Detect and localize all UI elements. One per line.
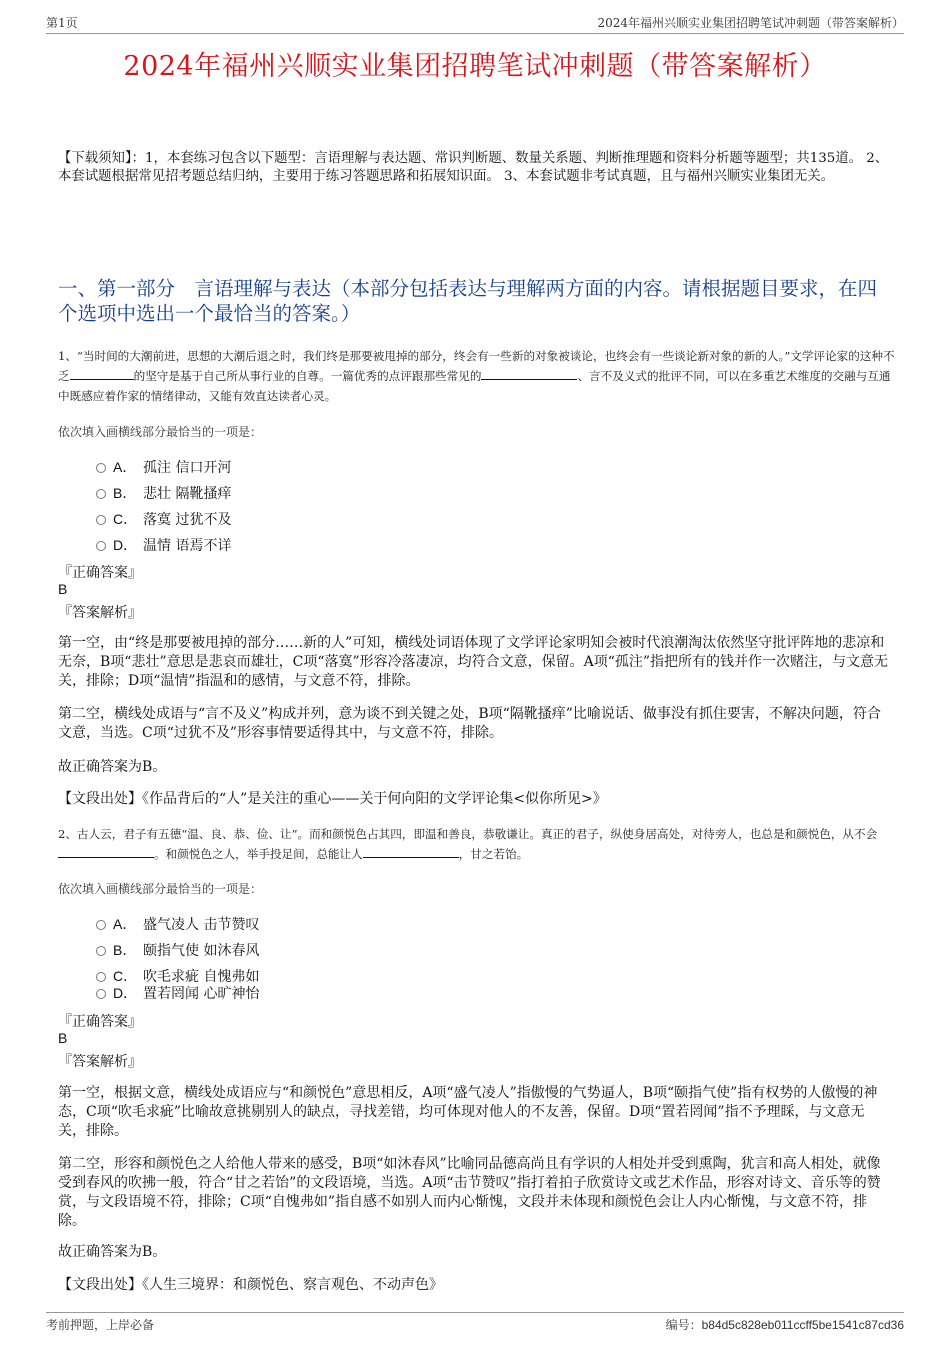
header-doc-title: 2024年福州兴顺实业集团招聘笔试冲刺题（带答案解析） [597, 16, 904, 30]
analysis-paragraph: 第一空，由“终是那要被甩掉的部分……新的人”可知，横线处词语体现了文学评论家明知会被时代浪潮淘汰依然坚守批评阵地的悲凉和无奈，B项“悲壮”意思是悲哀而雄壮，C项“落寞”形容冷落凄凉，均符合文意，保留。A项“孤注”指把所有的钱并作一次赌注，与文意无关，排除；D项“温情”指温和的感情，与文意不符，排除。 [58, 635, 889, 689]
footer-code: 编号：b84d5c828eb011ccff5be1541c87cd36 [665, 1318, 904, 1332]
question-1-option-c[interactable]: C． 落寞 过犹不及 [96, 509, 231, 527]
blank-2 [363, 846, 459, 858]
page-title: 2024年福州兴顺实业集团招聘笔试冲刺题（带答案解析） [123, 51, 827, 82]
page-header [46, 12, 904, 34]
blank-1 [58, 846, 154, 858]
answer-label: 『正确答案』 [58, 1014, 142, 1030]
answer-value: B [58, 581, 68, 597]
question-1-option-a[interactable]: A． 孤注 信口开河 [96, 457, 231, 475]
footer-slogan: 考前押题，上岸必备 [46, 1318, 155, 1332]
answer-value: B [58, 1030, 68, 1046]
question-1-stem: 1、“当时间的大潮前进，思想的大潮后退之时，我们终是那要被甩掉的部分，终会有一些新的对象被谈论，也终会有一些谈论新对象的新的人。”文学评论家的这种不乏 的坚守是基于自己所从事行业的自尊。一篇优秀的点评跟那些常见的 、言不及义式的批评不同，可以在多重艺术维度的交融与互通中既感应着作家的情绪律动，又能有效直达读者心灵。 [58, 349, 895, 403]
blank-1 [70, 368, 134, 380]
blank-2 [481, 368, 577, 380]
question-2-instruction: 依次填入画横线部分最恰当的一项是： [58, 882, 263, 896]
radio-icon[interactable] [96, 541, 106, 551]
radio-icon[interactable] [96, 489, 106, 499]
question-1-option-b[interactable]: B． 悲壮 隔靴搔痒 [96, 483, 231, 501]
question-2-stem: 2、古人云，君子有五德“温、良、恭、俭、让”。而和颜悦色占其四，即温和善良，恭敬谦让。真正的君子，纵使身居高处，对待旁人，也总是和颜悦色，从不会。和颜悦色之人，举手投足间，总能让人 ，甘之若饴。 [58, 827, 878, 861]
answer-label: 『正确答案』 [58, 565, 142, 581]
download-notice: 【下载须知】：1，本套练习包含以下题型：言语理解与表达题、常识判断题、数量关系题、判断推理题和资料分析题等题型；共135道。 2、本套试题根据常见招考题总结归纳，主要用于练习答题思路和拓展知识面。 3、本套试题非考试真题，且与福州兴顺实业集团无关。 [58, 151, 889, 184]
radio-icon[interactable] [96, 972, 106, 982]
radio-icon[interactable] [96, 920, 106, 930]
radio-icon[interactable] [96, 515, 106, 525]
question-2-option-b[interactable]: B． 颐指气使 如沐春风 [96, 940, 259, 958]
radio-icon[interactable] [96, 946, 106, 956]
source-citation: 【文段出处】《作品背后的“人”是关注的重心——关于何向阳的文学评论集<似你所见>》 [58, 791, 607, 807]
section-title: 一、第一部分 言语理解与表达（本部分包括表达与理解两方面的内容。请根据题目要求，在四个选项中选出一个最恰当的答案。） [58, 277, 878, 325]
question-1-instruction: 依次填入画横线部分最恰当的一项是： [58, 425, 263, 439]
analysis-paragraph: 第二空，横线处成语与“言不及义”构成并列，意为谈不到关键之处，B项“隔靴搔痒”比喻说话、做事没有抓住要害，不解决问题，符合文意，当选。C项“过犹不及”形容事情要适得其中，与文意不符，排除。 [58, 706, 881, 741]
conclusion: 故正确答案为B。 [58, 1244, 167, 1260]
radio-icon[interactable] [96, 463, 106, 473]
conclusion: 故正确答案为B。 [58, 759, 167, 775]
question-2-option-a[interactable]: A． 盛气凌人 击节赞叹 [96, 914, 259, 932]
question-2-option-c[interactable]: C． 吹毛求疵 自愧弗如 [96, 966, 259, 984]
page-number: 第1页 [46, 16, 78, 30]
page-footer [46, 1312, 904, 1334]
source-citation: 【文段出处】《人生三境界：和颜悦色、察言观色、不动声色》 [58, 1277, 443, 1293]
radio-icon[interactable] [96, 989, 106, 999]
question-2-option-d[interactable]: D． 置若罔闻 心旷神怡 [96, 983, 259, 1001]
analysis-paragraph: 第二空，形容和颜悦色之人给他人带来的感受，B项“如沐春风”比喻同品德高尚且有学识的人相处并受到熏陶，犹言和高人相处，就像受到春风的吹拂一般，符合“甘之若饴”的文段语境，当选。A项“击节赞叹”指打着拍子欣赏诗文或艺术作品，形容对诗文、音乐等的赞赏，与文段语境不符，排除；C项“自愧弗如”指自感不如别人而内心惭愧，文段并未体现和颜悦色会让人内心惭愧，与文意不符，排除。 [58, 1156, 881, 1229]
analysis-label: 『答案解析』 [58, 1054, 142, 1070]
analysis-label: 『答案解析』 [58, 605, 142, 621]
question-1-option-d[interactable]: D． 温情 语焉不详 [96, 535, 231, 553]
analysis-paragraph: 第一空，根据文意，横线处成语应与“和颜悦色”意思相反，A项“盛气凌人”指傲慢的气势逼人，B项“颐指气使”指有权势的人傲慢的神态，C项“吹毛求疵”比喻故意挑剔别人的缺点，寻找差错，均可体现对他人的不友善，保留。D项“置若罔闻”指不予理睬，与文意无关，排除。 [58, 1085, 878, 1139]
